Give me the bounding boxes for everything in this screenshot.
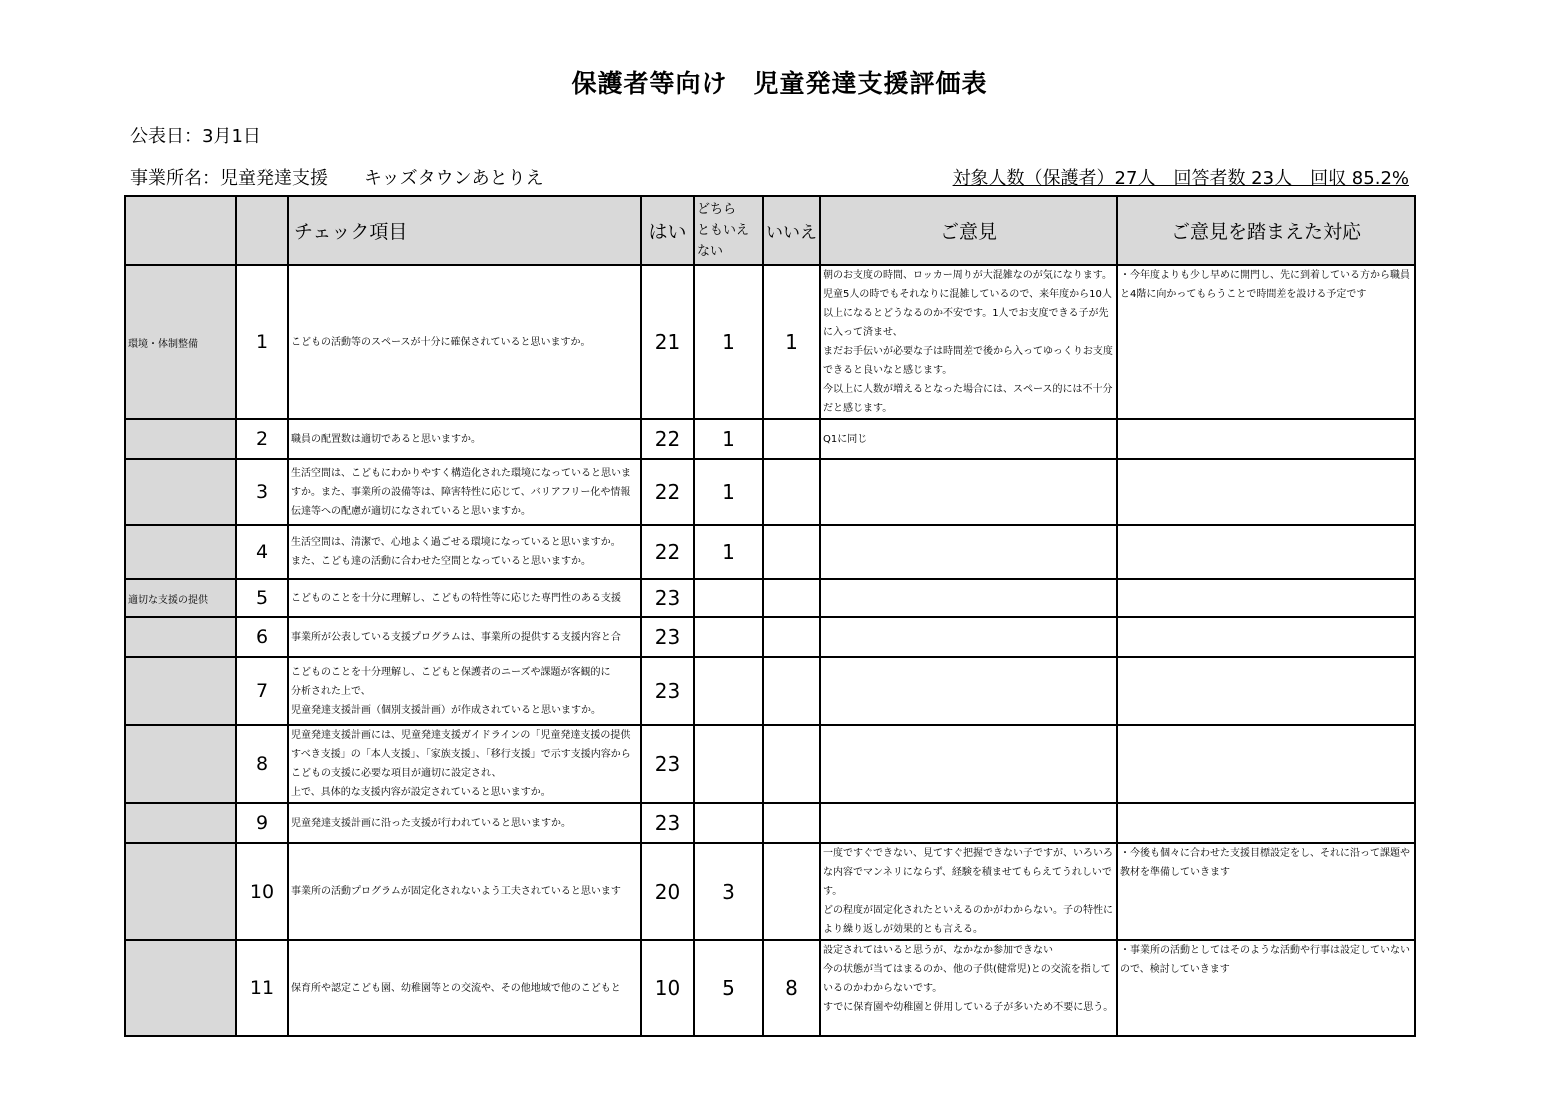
row-category bbox=[125, 940, 236, 1036]
row-number: 5 bbox=[236, 579, 288, 617]
row-category bbox=[125, 657, 236, 725]
row-number: 1 bbox=[236, 265, 288, 419]
table-row bbox=[125, 459, 1415, 525]
evaluation-table bbox=[124, 195, 1416, 1037]
row-number: 2 bbox=[236, 419, 288, 459]
row-response bbox=[1117, 657, 1415, 725]
table-row bbox=[125, 419, 1415, 459]
header-neither: どちら ともいえ ない bbox=[694, 196, 763, 265]
row-no-count bbox=[763, 419, 820, 459]
row-neither-count: 1 bbox=[694, 459, 763, 525]
row-response bbox=[1117, 617, 1415, 657]
row-neither-count: 5 bbox=[694, 940, 763, 1036]
row-question: こどもの活動等のスペースが十分に確保されていると思いますか。 bbox=[288, 265, 641, 419]
table-row bbox=[125, 725, 1415, 803]
row-no-count bbox=[763, 617, 820, 657]
row-category: 適切な支援の提供 bbox=[125, 579, 236, 617]
row-no-count bbox=[763, 525, 820, 579]
row-response bbox=[1117, 459, 1415, 525]
row-number: 11 bbox=[236, 940, 288, 1036]
row-category bbox=[125, 725, 236, 803]
header-check-item: チェック項目 bbox=[288, 196, 641, 265]
row-question: 事業所の活動プログラムが固定化されないよう工夫されていると思います bbox=[288, 843, 641, 940]
header-number bbox=[236, 196, 288, 265]
row-no-count: 8 bbox=[763, 940, 820, 1036]
row-opinion bbox=[820, 803, 1117, 843]
header-no: いいえ bbox=[763, 196, 820, 265]
table-row bbox=[125, 843, 1415, 940]
publication-date: 公表日：3月1日 bbox=[130, 126, 261, 147]
row-category: 環境・体制整備 bbox=[125, 265, 236, 419]
row-neither-count: 1 bbox=[694, 525, 763, 579]
survey-stats: 対象人数（保護者）27人 回答者数 23人 回収 85.2% bbox=[952, 168, 1409, 189]
row-yes-count: 22 bbox=[641, 525, 694, 579]
office-label: 事業所名：児童発達支援 bbox=[130, 168, 328, 189]
header-opinion: ご意見 bbox=[820, 196, 1117, 265]
row-opinion bbox=[820, 525, 1117, 579]
table-row bbox=[125, 940, 1415, 1036]
row-response bbox=[1117, 419, 1415, 459]
table-row bbox=[125, 617, 1415, 657]
row-response: ・今年度よりも少し早めに開門し、先に到着している方から職員と4階に向かってもらうことで時間差を設ける予定です bbox=[1117, 265, 1415, 419]
row-category bbox=[125, 803, 236, 843]
row-opinion bbox=[820, 459, 1117, 525]
row-yes-count: 23 bbox=[641, 657, 694, 725]
header-response: ご意見を踏まえた対応 bbox=[1117, 196, 1415, 265]
table-row bbox=[125, 579, 1415, 617]
table-row bbox=[125, 265, 1415, 419]
row-opinion: Q1に同じ bbox=[820, 419, 1117, 459]
row-question: 生活空間は、こどもにわかりやすく構造化された環境になっていると思いますか。また、事業所の設備等は、障害特性に応じて、バリアフリー化や情報伝達等への配慮が適切になされていると思いますか。 bbox=[288, 459, 641, 525]
row-neither-count: 1 bbox=[694, 265, 763, 419]
row-opinion: 設定されてはいると思うが、なかなか参加できない 今の状態が当てはまるのか、他の子供(健常児)との交流を指しているのかわからないです。 すでに保育園や幼稚園と併用している子が多いため不要に思う。 bbox=[820, 940, 1117, 1036]
row-category bbox=[125, 459, 236, 525]
row-no-count bbox=[763, 657, 820, 725]
table-row bbox=[125, 525, 1415, 579]
header-category bbox=[125, 196, 236, 265]
row-category bbox=[125, 617, 236, 657]
row-number: 9 bbox=[236, 803, 288, 843]
row-question: 児童発達支援計画には、児童発達支援ガイドラインの「児童発達支援の提供すべき支援」の「本人支援」、「家族支援」、「移行支援」で示す支援内容からこどもの支援に必要な項目が適切に設定され、 上で、具体的な支援内容が設定されていると思いますか。 bbox=[288, 725, 641, 803]
header-row bbox=[125, 196, 1415, 265]
row-response bbox=[1117, 803, 1415, 843]
row-response bbox=[1117, 725, 1415, 803]
row-yes-count: 21 bbox=[641, 265, 694, 419]
row-neither-count: 3 bbox=[694, 843, 763, 940]
row-yes-count: 23 bbox=[641, 803, 694, 843]
row-neither-count bbox=[694, 579, 763, 617]
row-opinion bbox=[820, 725, 1117, 803]
row-yes-count: 10 bbox=[641, 940, 694, 1036]
row-number: 4 bbox=[236, 525, 288, 579]
row-neither-count bbox=[694, 617, 763, 657]
row-question: 児童発達支援計画に沿った支援が行われていると思いますか。 bbox=[288, 803, 641, 843]
row-opinion bbox=[820, 579, 1117, 617]
row-no-count: 1 bbox=[763, 265, 820, 419]
row-response bbox=[1117, 525, 1415, 579]
row-question: 職員の配置数は適切であると思いますか。 bbox=[288, 419, 641, 459]
page-title: 保護者等向け 児童発達支援評価表 bbox=[571, 69, 988, 98]
row-response: ・事業所の活動としてはそのような活動や行事は設定していないので、検討していきます bbox=[1117, 940, 1415, 1036]
row-question: 事業所が公表している支援プログラムは、事業所の提供する支援内容と合 bbox=[288, 617, 641, 657]
row-yes-count: 22 bbox=[641, 459, 694, 525]
row-yes-count: 22 bbox=[641, 419, 694, 459]
row-no-count bbox=[763, 725, 820, 803]
row-category bbox=[125, 843, 236, 940]
row-yes-count: 23 bbox=[641, 725, 694, 803]
row-opinion: 一度ですぐできない、見てすぐ把握できない子ですが、いろいろな内容でマンネリにならず、経験を積ませてもらえてうれしいです。 どの程度が固定化されたといえるのかがわからない。子の特性により繰り返しが効果的とも言える。 bbox=[820, 843, 1117, 940]
header-yes: はい bbox=[641, 196, 694, 265]
row-yes-count: 20 bbox=[641, 843, 694, 940]
table-row bbox=[125, 803, 1415, 843]
row-neither-count bbox=[694, 657, 763, 725]
table-row bbox=[125, 657, 1415, 725]
row-response bbox=[1117, 579, 1415, 617]
row-number: 6 bbox=[236, 617, 288, 657]
row-opinion: 朝のお支度の時間、ロッカー周りが大混雑なのが気になります。児童5人の時でもそれなりに混雑しているので、来年度から10人以上になるとどうなるのか不安です。1人でお支度できる子が先に入って済ませ、 まだお手伝いが必要な子は時間差で後から入ってゆっくりお支度できると良いなと感じます。 今以上に人数が増えるとなった場合には、スペース的には不十分だと感じます。 bbox=[820, 265, 1117, 419]
row-number: 8 bbox=[236, 725, 288, 803]
row-no-count bbox=[763, 459, 820, 525]
row-no-count bbox=[763, 843, 820, 940]
office-name bbox=[130, 164, 544, 190]
row-category bbox=[125, 419, 236, 459]
row-question: 生活空間は、清潔で、心地よく過ごせる環境になっていると思いますか。 また、こども達の活動に合わせた空間となっていると思いますか。 bbox=[288, 525, 641, 579]
row-response: ・今後も個々に合わせた支援目標設定をし、それに沿って課題や教材を準備していきます bbox=[1117, 843, 1415, 940]
row-yes-count: 23 bbox=[641, 579, 694, 617]
row-no-count bbox=[763, 579, 820, 617]
row-neither-count: 1 bbox=[694, 419, 763, 459]
row-number: 10 bbox=[236, 843, 288, 940]
row-question: こどものことを十分に理解し、こどもの特性等に応じた専門性のある支援 bbox=[288, 579, 641, 617]
row-number: 3 bbox=[236, 459, 288, 525]
row-question: こどものことを十分理解し、こどもと保護者のニーズや課題が客観的に 分析された上で、 児童発達支援計画（個別支援計画）が作成されていると思いますか。 bbox=[288, 657, 641, 725]
row-category bbox=[125, 525, 236, 579]
office-facility-name: キッズタウンあとりえ bbox=[364, 168, 544, 189]
row-neither-count bbox=[694, 725, 763, 803]
row-no-count bbox=[763, 803, 820, 843]
row-yes-count: 23 bbox=[641, 617, 694, 657]
row-number: 7 bbox=[236, 657, 288, 725]
row-question: 保育所や認定こども園、幼稚園等との交流や、その他地域で他のこどもと bbox=[288, 940, 641, 1036]
row-opinion bbox=[820, 657, 1117, 725]
row-opinion bbox=[820, 617, 1117, 657]
row-neither-count bbox=[694, 803, 763, 843]
